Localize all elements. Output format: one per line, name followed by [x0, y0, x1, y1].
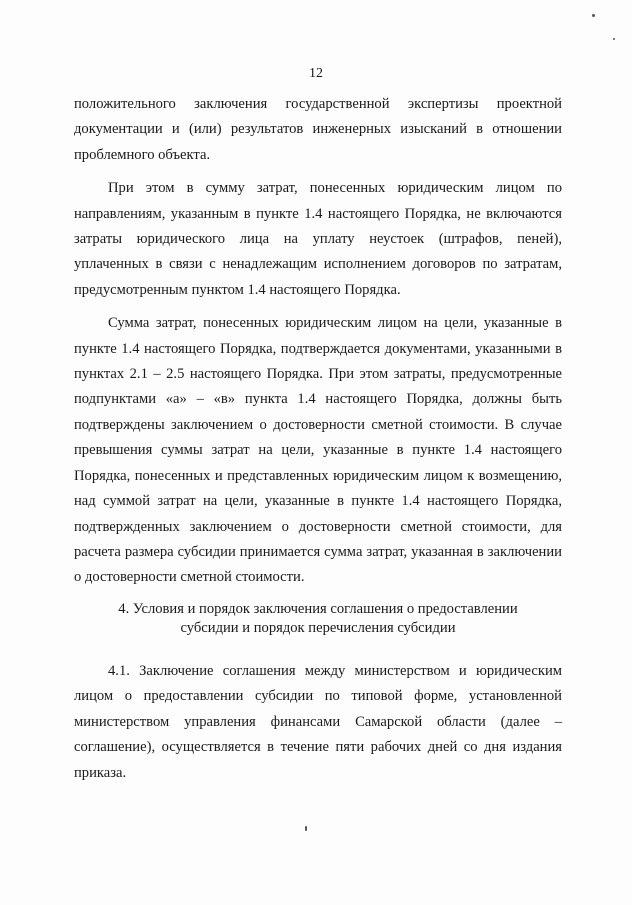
scan-speck — [592, 14, 595, 17]
scan-speck — [305, 826, 307, 831]
paragraph-exclusions: При этом в сумму затрат, понесенных юридическим лицом по направлениям, указанным в пункте 1.4 настоящего Порядка, не включаются затраты юридического лица на уплату неустоек (штрафов, пеней), уплаченных в связи с ненадлежащим исполнением договоров по затратам, предусмотренным пунктом 1.4 настоящего Порядка. — [74, 180, 562, 298]
page-number: 12 — [309, 66, 323, 81]
paragraph-continuation: положительного заключения государственной экспертизы проектной документации и (или) результатов инженерных изысканий в отношении проблемного объекта. — [74, 96, 562, 163]
section-4-heading-line-1: 4. Условия и порядок заключения соглашения о предоставлении — [118, 601, 518, 617]
clause-4-1: 4.1. Заключение соглашения между министерством и юридическим лицом о предоставлении субсидии по типовой форме, установленной министерством управления финансами Самарской области (далее – соглашение), осуществляется в течение пяти рабочих дней со дня издания приказа. — [74, 663, 562, 781]
section-4-body — [74, 659, 562, 786]
section-4-heading — [74, 600, 562, 638]
scan-speck — [613, 38, 615, 40]
document-body — [74, 92, 562, 591]
paragraph-cost-confirmation: Сумма затрат, понесенных юридическим лицом на цели, указанные в пункте 1.4 настоящего Порядка, подтверждается документами, указанными в пунктах 2.1 – 2.5 настоящего Порядка. При этом затраты, предусмотренные подпунктами «а» – «в» пункта 1.4 настоящего Порядка, должны быть подтверждены заключением о достоверности сметной стоимости. В случае превышения суммы затрат на цели, указанные в пункте 1.4 настоящего Порядка, понесенных и представленных юридическим лицом к возмещению, над суммой затрат на цели, указанные в пункте 1.4 настоящего Порядка, подтвержденных заключением о достоверности сметной стоимости, для расчета размера субсидии принимается сумма затрат, указанная в заключении о достоверности сметной стоимости. — [74, 315, 562, 586]
section-4-heading-line-2: субсидии и порядок перечисления субсидии — [180, 620, 456, 636]
